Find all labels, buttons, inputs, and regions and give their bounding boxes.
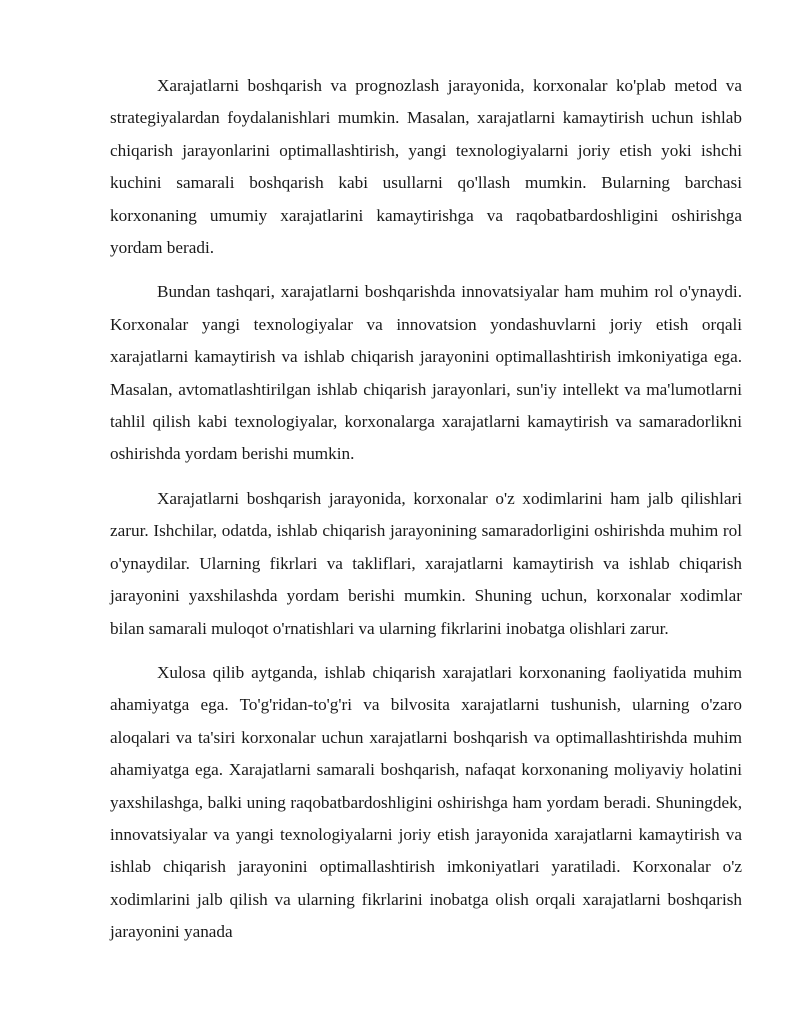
paragraph-3: Xarajatlarni boshqarish jarayonida, korxonalar o'z xodimlarini ham jalb qilishlari zarur. Ishchilar, odatda, ishlab chiqarish jarayonining samaradorligini oshirishda muhim rol o'ynaydilar. Ularning fikrlari va takliflari, xarajatlarni kamaytirish va ishlab chiqarish jarayonini yaxshilashda yordam berishi mumkin. Shuning uchun, korxonalar xodimlar bilan samarali muloqot o'rnatishlari va ularning fikrlarini inobatga olishlari zarur. bbox=[110, 488, 742, 638]
paragraph-2: Bundan tashqari, xarajatlarni boshqarishda innovatsiyalar ham muhim rol o'ynaydi. Korxonalar yangi texnologiyalar va innovatsion yondashuvlarni joriy etish orqali xarajatlarni kamaytirish va ishlab chiqarish jarayonini optimallashtirish imkoniyatiga ega. Masalan, avtomatlashtirilgan ishlab chiqarish jarayonlari, sun'iy intellekt va ma'lumotlarni tahlil qilish kabi texnologiyalar, korxonalarga xarajatlarni kamaytirish va samaradorlikni oshirishda yordam berishi mumkin. bbox=[110, 282, 742, 464]
paragraph-1: Xarajatlarni boshqarish va prognozlash jarayonida, korxonalar ko'plab metod va strategiyalardan foydalanishlari mumkin. Masalan, xarajatlarni kamaytirish uchun ishlab chiqarish jarayonlarini optimallashtirish, yangi texnologiyalarni joriy etish yoki ishchi kuchini samarali boshqarish kabi usullarni qo'llash mumkin. Bularning barchasi korxonaning umumiy xarajatlarini kamaytirishga va raqobatbardoshligini oshirishga yordam beradi. bbox=[110, 76, 742, 258]
document-page bbox=[110, 70, 742, 961]
paragraph-4: Xulosa qilib aytganda, ishlab chiqarish xarajatlari korxonaning faoliyatida muhim ahamiyatga ega. To'g'ridan-to'g'ri va bilvosita xarajatlarni tushunish, ularning o'zaro aloqalari va ta'siri korxonalar uchun xarajatlarni boshqarish va optimallashtirishda muhim ahamiyatga ega. Xarajatlarni samarali boshqarish, nafaqat korxonaning moliyaviy holatini yaxshilashga, balki uning raqobatbardoshligini oshirishga ham yordam beradi. Shuningdek, innovatsiyalar va yangi texnologiyalarni joriy etish jarayonida xarajatlarni kamaytirish va ishlab chiqarish jarayonini optimallashtirish imkoniyatlari yaratiladi. Korxonalar o'z xodimlarini jalb qilish va ularning fikrlarini inobatga olish orqali xarajatlarni boshqarish jarayonini yanada bbox=[110, 662, 742, 942]
